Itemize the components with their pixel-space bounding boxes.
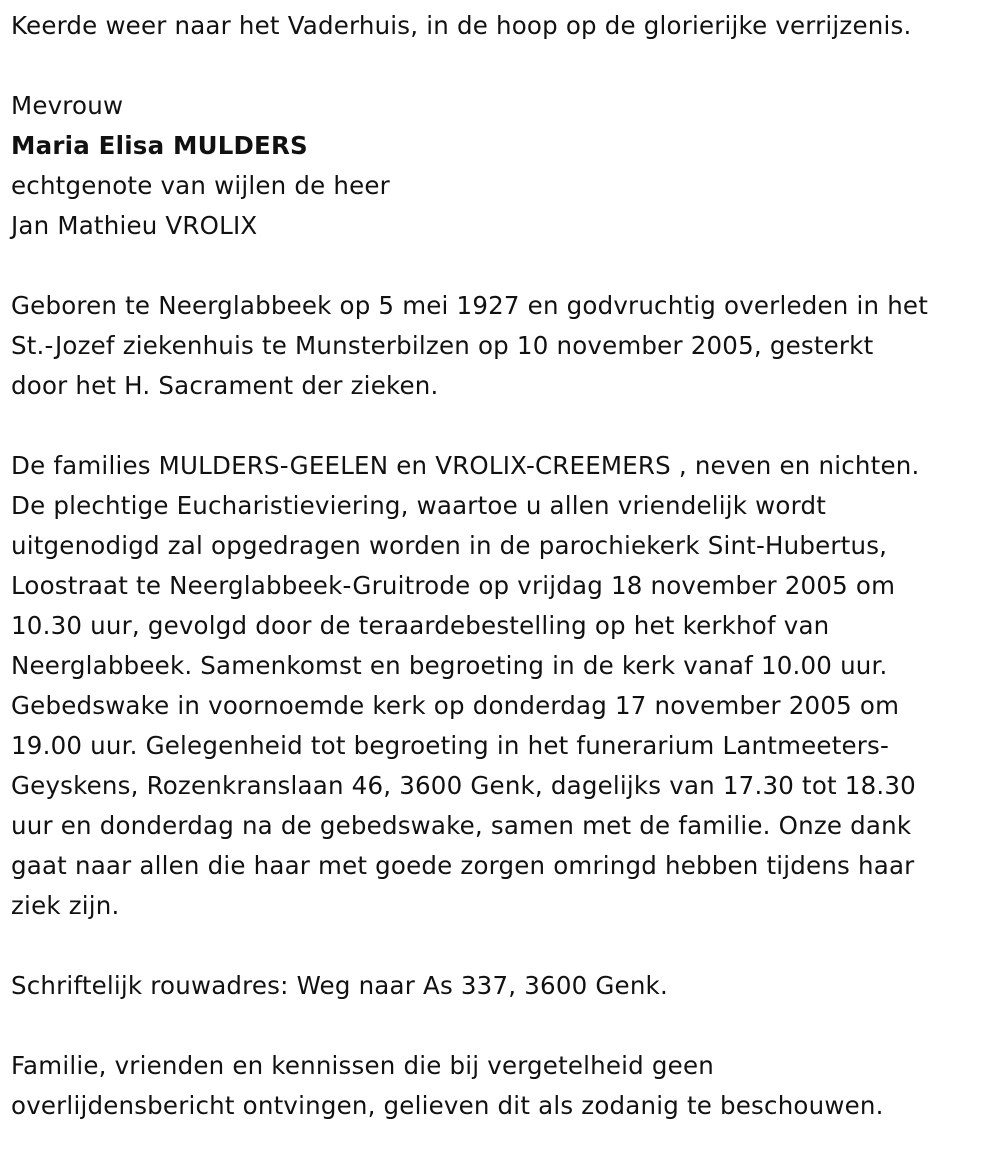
deceased-name: Maria Elisa MULDERS: [11, 131, 308, 160]
spacer: [11, 46, 1000, 86]
spacer: [11, 246, 1000, 286]
intro-line: Keerde weer naar het Vaderhuis, in de hoop op de glorierijke verrijzenis.: [11, 11, 912, 40]
spacer: [11, 926, 1000, 966]
spouse-relation: echtgenote van wijlen de heer: [11, 171, 390, 200]
paragraph-line: Geyskens, Rozenkranslaan 46, 3600 Genk, dagelijks van 17.30 tot 18.30: [11, 771, 916, 800]
paragraph-line: St.-Jozef ziekenhuis te Munsterbilzen op 10 november 2005, gesterkt: [11, 331, 874, 360]
spouse-name: Jan Mathieu VROLIX: [11, 211, 258, 240]
closing-paragraph: [11, 1046, 1000, 1126]
paragraph-line: door het H. Sacrament der zieken.: [11, 371, 439, 400]
paragraph-line: uur en donderdag na de gebedswake, samen met de familie. Onze dank: [11, 811, 912, 840]
paragraph-line: ziek zijn.: [11, 891, 120, 920]
spacer: [11, 1006, 1000, 1046]
mourning-address: Schriftelijk rouwadres: Weg naar As 337, 3600 Genk.: [11, 971, 668, 1000]
paragraph-line: overlijdensbericht ontvingen, gelieven dit als zodanig te beschouwen.: [11, 1091, 884, 1120]
paragraph-line: 19.00 uur. Gelegenheid tot begroeting in het funerarium Lantmeeters-: [11, 731, 890, 760]
paragraph-line: Familie, vrienden en kennissen die bij vergetelheid geen: [11, 1051, 714, 1080]
paragraph-line: Loostraat te Neerglabbeek-Gruitrode op vrijdag 18 november 2005 om: [11, 571, 896, 600]
paragraph-line: Neerglabbeek. Samenkomst en begroeting in de kerk vanaf 10.00 uur.: [11, 651, 888, 680]
paragraph-line: 10.30 uur, gevolgd door de teraardebestelling op het kerkhof van: [11, 611, 830, 640]
birth-paragraph: [11, 286, 1000, 406]
paragraph-line: Geboren te Neerglabbeek op 5 mei 1927 en godvruchtig overleden in het: [11, 291, 928, 320]
salutation: Mevrouw: [11, 91, 124, 120]
paragraph-line: gaat naar allen die haar met goede zorgen omringd hebben tijdens haar: [11, 851, 915, 880]
paragraph-line: uitgenodigd zal opgedragen worden in de parochiekerk Sint-Hubertus,: [11, 531, 888, 560]
paragraph-line: De families MULDERS-GEELEN en VROLIX-CREEMERS , neven en nichten.: [11, 451, 920, 480]
ceremony-paragraph: [11, 446, 1000, 926]
paragraph-line: De plechtige Eucharistieviering, waartoe u allen vriendelijk wordt: [11, 491, 827, 520]
paragraph-line: Gebedswake in voornoemde kerk op donderdag 17 november 2005 om: [11, 691, 900, 720]
spacer: [11, 406, 1000, 446]
